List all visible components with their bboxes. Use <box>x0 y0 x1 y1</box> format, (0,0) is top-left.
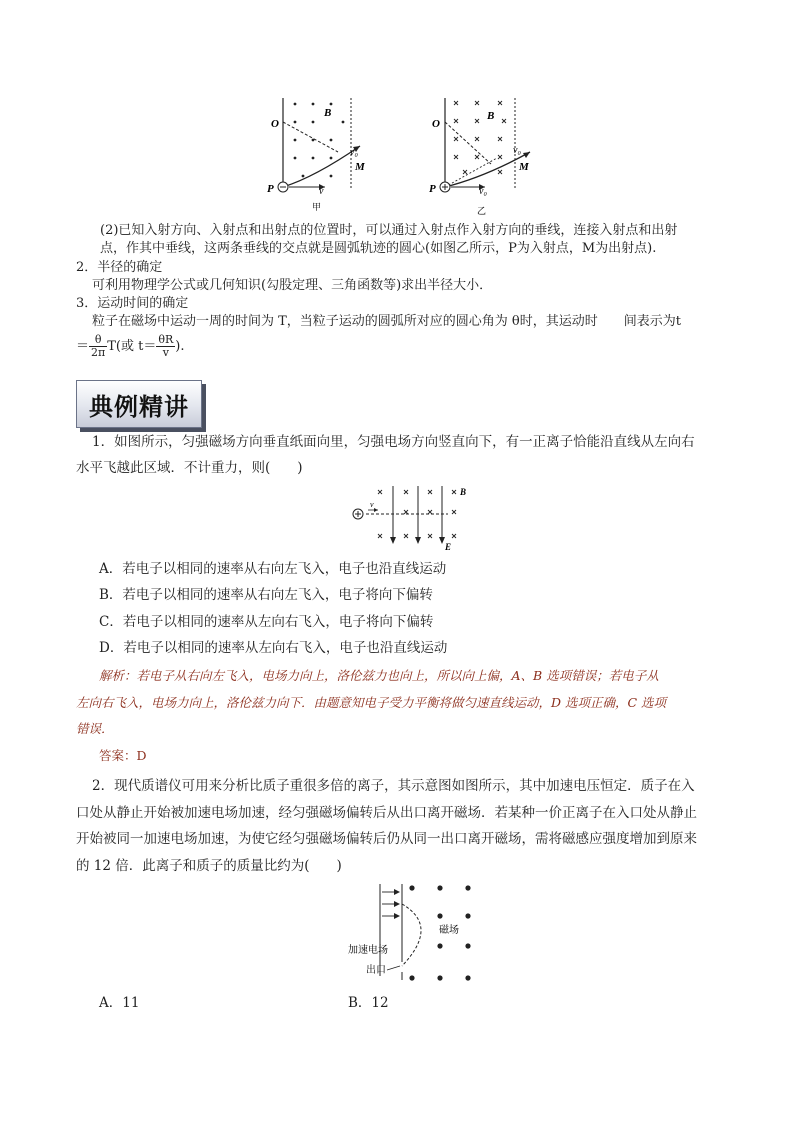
time-formula: ＝ $\frac{\theta}{2\pi}$ T(或 t＝ $\frac{\theta R}{v}$ ). <box>76 333 185 359</box>
q1-label-E: E <box>445 542 452 552</box>
label-yi: 乙 <box>477 206 487 216</box>
q1-label-v: v <box>370 500 374 509</box>
q1-option-d: D．若电子以相同的速率从左向右飞入，电子也沿直线运动 <box>99 640 448 656</box>
figure-jia-yi <box>255 92 555 222</box>
heading-time: 3．运动时间的确定 <box>76 296 189 311</box>
q1-stem-a: 1．如图所示，匀强磁场方向垂直纸面向里，匀强电场方向竖直向下，有一正离子恰能沿直线从左向右 <box>92 434 695 450</box>
section-banner: 典例精讲 <box>76 380 202 428</box>
q2-option-b: B．12 <box>348 995 389 1011</box>
label-B-yi: B <box>487 110 495 122</box>
q2-option-a: A．11 <box>99 995 140 1011</box>
q1-label-B: B <box>460 487 467 497</box>
q1-option-c: C．若电子以相同的速率从左向右飞入，电子将向下偏转 <box>99 614 434 630</box>
label-M-yi: M <box>519 161 529 173</box>
heading-radius: 2．半径的确定 <box>76 260 163 275</box>
q2-label-exit: 出口 <box>366 965 386 976</box>
q2-stem-a: 2．现代质谱仪可用来分析比质子重很多倍的离子，其示意图如图所示，其中加速电压恒定．质子在入 <box>92 778 695 794</box>
q1-stem-b: 水平飞越此区域．不计重力，则( ) <box>76 460 303 476</box>
label-O-yi: O <box>432 118 440 130</box>
fraction-theta-2pi: $\frac{\theta}{2\pi}$ <box>91 333 106 359</box>
label-v: v <box>319 186 324 197</box>
label-v0: v₀ <box>350 147 358 158</box>
intro-line-2a: (2)已知入射方向、入射点和出射点的位置时，可以通过入射点作入射方向的垂线，连接入射点和出射 <box>100 223 678 238</box>
intro-line-2b: 点，作其中垂线，这两条垂线的交点就是圆弧轨迹的圆心(如图乙所示，P为入射点，M为出射点). <box>100 241 657 256</box>
q1-analysis-a: 解析：若电子从右向左飞入，电场力向上，洛伦兹力也向上，所以向上偏，A、B 选项错误；若电子从 <box>99 668 659 683</box>
time-text: 粒子在磁场中运动一周的时间为 T，当粒子运动的圆弧所对应的圆心角为 θ时，其运动时 间表示为t <box>92 314 681 329</box>
q2-stem-d: 的 12 倍．此离子和质子的质量比约为( ) <box>76 858 342 874</box>
q1-answer: 答案：D <box>99 748 147 763</box>
radius-text: 可利用物理学公式或几何知识(勾股定理、三角函数等)求出半径大小． <box>92 278 493 293</box>
q2-label-field: 磁场 <box>439 925 459 936</box>
label-v0-yi: v₀ <box>513 145 521 156</box>
diagram-jia <box>267 98 366 212</box>
label-jia: 甲 <box>312 202 322 212</box>
diagram-yi <box>429 98 530 216</box>
q1-analysis-c: 错误． <box>76 721 114 736</box>
label-P: P <box>267 183 274 195</box>
label-B: B <box>324 107 332 119</box>
fraction-thetaR-v: $\frac{\theta R}{v}$ <box>158 333 174 359</box>
q2-stem-c: 开始被同一加速电场加速，为使它经匀强磁场偏转后仍从同一出口离开磁场，需将磁感应强度增加到原来 <box>76 831 697 847</box>
q1-figure <box>348 484 478 554</box>
q1-option-a: A．若电子以相同的速率从右向左飞入，电子也沿直线运动 <box>99 561 447 577</box>
label-P-yi: P <box>429 183 436 195</box>
label-M: M <box>355 161 365 173</box>
q2-figure <box>340 880 480 988</box>
label-O: O <box>271 118 279 130</box>
q1-option-b: B．若电子以相同的速率从右向左飞入，电子将向下偏转 <box>99 587 433 603</box>
q1-analysis-b: 左向右飞入，电场力向上，洛伦兹力向下．由题意知电子受力平衡将做匀速直线运动，D 选项正确，C 选项 <box>76 695 667 710</box>
label-v0b-yi: v₀ <box>479 186 487 197</box>
q2-label-accel: 加速电场 <box>348 945 388 956</box>
q2-stem-b: 口处从静止开始被加速电场加速，经匀强磁场偏转后从出口离开磁场．若某种一价正离子在入口处从静止 <box>76 805 697 821</box>
